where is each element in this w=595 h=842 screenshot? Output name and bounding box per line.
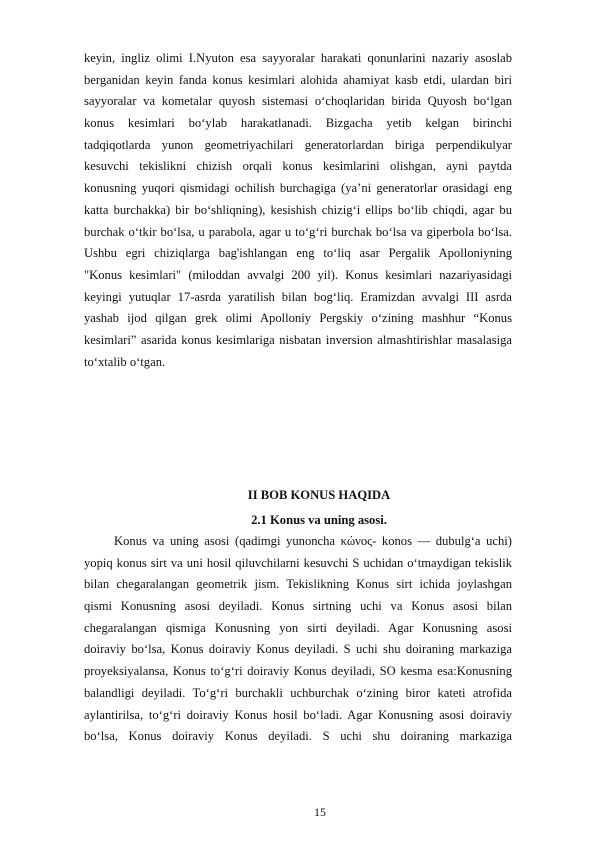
text-line: balandligi deyiladi. To‘g‘ri burchakli uchburchak o‘zining biror kateti atrofida	[84, 685, 512, 700]
text-line: tadqiqotlarda yunon geometriyachilari generatorlardan biriga perpendikulyar	[84, 137, 512, 152]
section-paragraph	[84, 531, 512, 748]
text-line: aylantirilsa, to‘g‘ri doiraviy Konus hosil bo‘ladi. Agar Konusning asosi doiraviy	[84, 707, 512, 722]
chapter-title: II BOB KONUS HAQIDA	[247, 488, 391, 502]
page-number: 15	[314, 805, 326, 819]
text-line: konusning yuqori qismidagi ochilish burchagiga (ya’ni generatorlar orasidagi eng	[84, 181, 512, 196]
text-line: to‘xtalib o‘tgan.	[84, 354, 166, 369]
text-line: berganidan keyin fanda konus kesimlari alohida ahamiyat kasb etdi, ulardan biri	[84, 72, 512, 87]
intro-paragraph	[84, 48, 512, 373]
text-line: kesuvchi tekislikni chizish orqali konus kesimlarini olishgan, ayni paytda	[84, 159, 512, 174]
text-line: sayyoralar va kometalar quyosh sistemasi o‘choqlaridan birida Quyosh bo‘lgan	[84, 94, 512, 109]
text-line: Konus va uning asosi (qadimgi yunoncha κώνος- konos — dubulg‘a uchi)	[114, 534, 512, 548]
text-line: kesimlari” asarida konus kesimlariga nisbatan inversion almashtirishlar masalasiga	[84, 332, 512, 347]
text-line: keyin, ingliz olimi I.Nyuton esa sayyoralar harakati qonunlarini nazariy asoslab	[84, 51, 512, 65]
text-line: bilan chegaralangan geometrik jism. Tekislikning Konus sirt ichida joylashgan	[84, 577, 512, 592]
text-line: proyeksiyalansa, Konus to‘g‘ri doiraviy Konus deyiladi, SO kesma esa:Konusning	[84, 664, 512, 679]
text-line: qismi Konusning asosi deyiladi. Konus sirtning uchi va Konus asosi bilan	[84, 599, 512, 614]
text-line: burchak o‘tkir bo‘lsa, u parabola, agar u to‘g‘ri burchak bo‘lsa va giperbola bo‘lsa.	[84, 224, 512, 239]
text-line: "Konus kesimlari" (miloddan avvalgi 200 yil). Konus kesimlari nazariyasidagi	[84, 267, 512, 282]
section-title: 2.1 Konus va uning asosi.	[251, 513, 387, 527]
text-line: keyingi yutuqlar 17-asrda yaratilish bilan bog‘liq. Eramizdan avvalgi III asrda	[84, 289, 512, 304]
text-line: bo‘lsa, Konus doiraviy Konus deyiladi. S uchi shu doiraning markaziga	[84, 729, 512, 744]
text-line: chegaralangan qismiga Konusning yon sirti deyiladi. Agar Konusning asosi	[84, 620, 512, 635]
text-line: yashab ijod qilgan grek olimi Apolloniy Pergskiy o‘zining mashhur “Konus	[84, 311, 512, 326]
text-line: Ushbu egri chiziqlarga bag'ishlangan eng to‘liq asar Pergalik Apolloniyning	[84, 246, 512, 261]
text-line: katta burchakka) bir bo‘shliqning), kesishish chizig‘i ellips bo‘lib chiqdi, agar bu	[84, 202, 512, 217]
text-line: yopiq konus sirt va uni hosil qiluvchilarni kesuvchi S uchidan o‘tmaydigan tekislik	[84, 555, 512, 570]
text-line: konus kesimlari bo‘ylab harakatlanadi. Bizgacha yetib kelgan birinchi	[84, 116, 512, 131]
text-line: doiraviy bo‘lsa, Konus doiraviy Konus deyiladi. S uchi shu doiraning markaziga	[84, 642, 512, 657]
